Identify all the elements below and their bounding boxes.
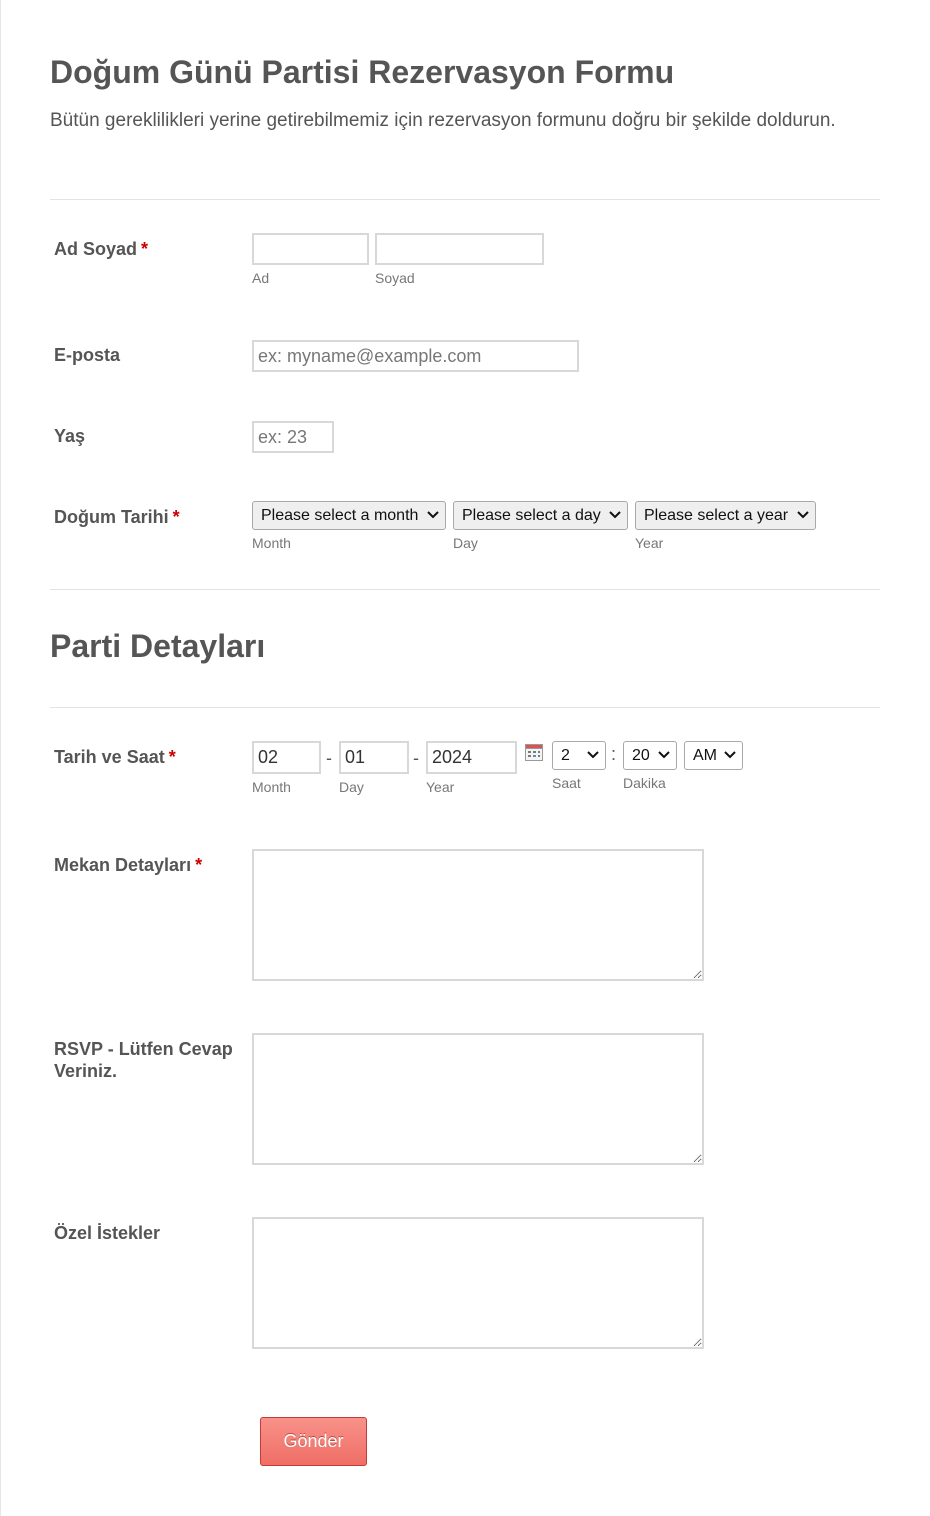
submit-button[interactable]: Gönder	[260, 1417, 367, 1466]
venue-textarea[interactable]	[252, 849, 704, 981]
date-year-input[interactable]	[426, 741, 517, 774]
birth-year-value: Please select a year	[644, 507, 789, 524]
divider	[50, 199, 880, 200]
minute-value: 20	[632, 747, 650, 764]
birth-day-value: Please select a day	[462, 507, 601, 524]
chevron-down-icon	[797, 511, 809, 519]
minute-select[interactable]	[623, 741, 677, 770]
special-requests-textarea[interactable]	[252, 1217, 704, 1349]
last-name-input[interactable]	[375, 233, 544, 265]
special-requests-label: Özel İstekler	[54, 1223, 161, 1243]
section-title: Parti Detayları	[50, 628, 266, 664]
chevron-down-icon	[587, 751, 599, 759]
date-day-sublabel: Day	[339, 779, 364, 795]
date-year-sublabel: Year	[426, 779, 455, 795]
divider	[50, 707, 880, 708]
form-title: Doğum Günü Partisi Rezervasyon Formu	[50, 54, 675, 90]
chevron-down-icon	[427, 511, 439, 519]
form-subtitle: Bütün gereklilikleri yerine getirebilmemiz için rezervasyon formunu doğru bir şekilde doldurun.	[50, 110, 836, 131]
minute-sublabel: Dakika	[623, 775, 666, 791]
divider	[50, 589, 880, 590]
rsvp-label: RSVP - Lütfen Cevap Veriniz.	[54, 1039, 233, 1081]
email-input[interactable]	[252, 340, 579, 372]
name-label	[54, 238, 148, 260]
date-month-sublabel: Month	[252, 779, 291, 795]
date-day-input[interactable]	[339, 741, 409, 774]
date-month-input[interactable]	[252, 741, 321, 774]
birth-day-sublabel: Day	[453, 535, 478, 551]
birthdate-label	[54, 506, 180, 528]
birth-month-sublabel: Month	[252, 535, 291, 551]
chevron-down-icon	[724, 751, 736, 759]
datetime-label-text: Tarih ve Saat	[54, 747, 165, 767]
birth-year-sublabel: Year	[635, 535, 664, 551]
required-marker: *	[195, 855, 203, 875]
datetime-label	[54, 746, 176, 768]
birth-month-select[interactable]	[252, 501, 446, 530]
date-separator: -	[326, 748, 332, 768]
name-label-text: Ad Soyad	[54, 239, 138, 259]
required-marker: *	[141, 239, 149, 259]
ampm-value: AM	[693, 747, 717, 764]
ampm-select[interactable]	[684, 741, 743, 770]
age-input[interactable]	[252, 421, 334, 453]
first-name-input[interactable]	[252, 233, 369, 265]
date-separator: -	[413, 748, 419, 768]
hour-value: 2	[561, 747, 570, 764]
hour-select[interactable]	[552, 741, 606, 770]
page-border	[0, 0, 1, 1516]
first-name-sublabel: Ad	[252, 270, 270, 286]
email-label: E-posta	[54, 345, 121, 365]
rsvp-textarea[interactable]	[252, 1033, 704, 1165]
venue-label	[54, 854, 202, 876]
birth-year-select[interactable]	[635, 501, 816, 530]
required-marker: *	[168, 747, 176, 767]
chevron-down-icon	[609, 511, 621, 519]
last-name-sublabel: Soyad	[375, 270, 415, 286]
birthdate-label-text: Doğum Tarihi	[54, 507, 169, 527]
venue-label-text: Mekan Detayları	[54, 855, 192, 875]
calendar-icon[interactable]	[525, 744, 543, 761]
hour-sublabel: Saat	[552, 775, 581, 791]
time-separator: :	[611, 744, 617, 764]
chevron-down-icon	[658, 751, 670, 759]
birth-month-value: Please select a month	[261, 507, 419, 524]
birth-day-select[interactable]	[453, 501, 628, 530]
required-marker: *	[172, 507, 180, 527]
age-label: Yaş	[54, 426, 86, 446]
